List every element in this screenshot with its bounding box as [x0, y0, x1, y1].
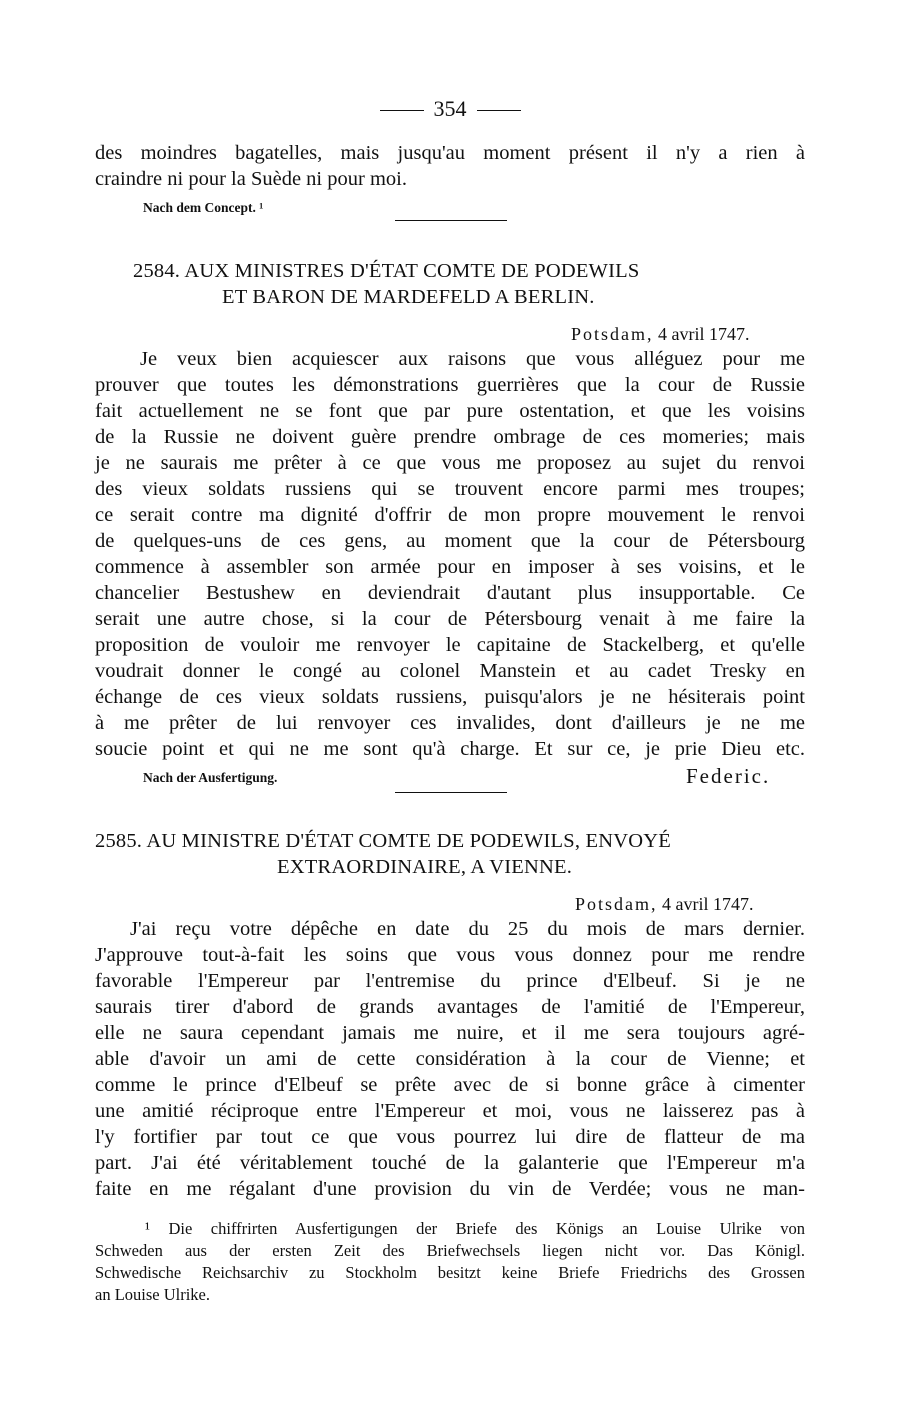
page-number: 354 — [433, 96, 467, 121]
footnote-line: Schwedische Reichsarchiv zu Stockholm besitzt keine Briefe Friedrichs des Grossen — [95, 1263, 805, 1282]
dateline: Potsdam, 4 avril 1747. — [571, 324, 750, 344]
body-line: des moindres bagatelles, mais jusqu'au moment présent il n'y a rien à — [95, 142, 805, 164]
body-line: part. J'ai été véritablement touché de la galanterie que l'Empereur m'a — [95, 1152, 805, 1174]
body-line: échange de ces vieux soldats russiens, puisqu'alors je ne hésiterais point — [95, 686, 805, 708]
body-line: Je veux bien acquiescer aux raisons que vous alléguez pour me — [140, 348, 805, 370]
page-number-header — [0, 96, 900, 122]
letter-heading: 2584. AUX MINISTRES D'ÉTAT COMTE DE PODEWILS — [133, 260, 640, 282]
body-line: craindre ni pour la Suède ni pour moi. — [95, 168, 407, 190]
source-note: Nach dem Concept. ¹ — [143, 200, 264, 215]
letter-heading: ET BARON DE MARDEFELD A BERLIN. — [222, 286, 595, 308]
body-line: elle ne saura cependant jamais me nuire, et il me sera toujours agré- — [95, 1022, 805, 1044]
body-line: saurais tirer d'abord de grands avantages de l'amitié de l'Empereur, — [95, 996, 805, 1018]
footnote-marker: ¹ — [259, 200, 264, 215]
body-line: ce serait contre ma dignité d'offrir de mon propre mouvement le renvoi — [95, 504, 805, 526]
body-line: proposition de vouloir me renvoyer le capitaine de Stackelberg, et qu'elle — [95, 634, 805, 656]
section-divider — [395, 792, 507, 793]
footnote-line: an Louise Ulrike. — [95, 1285, 211, 1304]
body-line: l'y fortifier par tout ce que vous pourrez lui dire de flatteur de ma — [95, 1126, 805, 1148]
body-line: serait une autre chose, si la cour de Pétersbourg venait à me faire la — [95, 608, 805, 630]
header-dash-right — [477, 110, 521, 111]
body-line: à me prêter de lui renvoyer ces invalides, dont d'ailleurs je ne me — [95, 712, 805, 734]
body-line: favorable l'Empereur par l'entremise du prince d'Elbeuf. Si je ne — [95, 970, 805, 992]
body-line: je ne saurais me prêter à ce que vous me proposez au sujet du renvoi — [95, 452, 805, 474]
dateline: Potsdam, 4 avril 1747. — [575, 894, 754, 914]
letter-heading: 2585. AU MINISTRE D'ÉTAT COMTE DE PODEWILS, ENVOYÉ — [95, 830, 671, 852]
body-line: commence à assembler son armée pour en imposer à ses voisins, et le — [95, 556, 805, 578]
signature: Federic. — [686, 764, 771, 788]
body-line: des vieux soldats russiens qui se trouvent encore parmi mes troupes; — [95, 478, 805, 500]
body-line: de quelques-uns de ces gens, au moment que la cour de Pétersbourg — [95, 530, 805, 552]
body-line: J'ai reçu votre dépêche en date du 25 du mois de mars dernier. — [130, 918, 805, 940]
body-line: chancelier Bestushew en deviendrait d'autant plus insupportable. Ce — [95, 582, 805, 604]
body-line: able d'avoir un ami de cette considération à la cour de Vienne; et — [95, 1048, 805, 1070]
letter-heading: EXTRAORDINAIRE, A VIENNE. — [277, 856, 573, 878]
body-line: comme le prince d'Elbeuf se prête avec de si bonne grâce à cimenter — [95, 1074, 805, 1096]
body-line: une amitié réciproque entre l'Empereur et moi, vous ne laisserez pas à — [95, 1100, 805, 1122]
body-line: voudrait donner le congé au colonel Manstein et au cadet Tresky en — [95, 660, 805, 682]
body-line: faite en me régalant d'une provision du vin de Verdée; vous ne man- — [95, 1178, 805, 1200]
header-dash-left — [380, 110, 424, 111]
body-line: soucie point et qui ne me sont qu'à charge. Et sur ce, je prie Dieu etc. — [95, 738, 805, 760]
body-line: J'approuve tout-à-fait les soins que vous vous donnez pour me rendre — [95, 944, 805, 966]
body-line: de la Russie ne doivent guère prendre ombrage de ces momeries; mais — [95, 426, 805, 448]
section-divider — [395, 220, 507, 221]
source-note: Nach der Ausfertigung. — [143, 770, 278, 785]
footnote-line: Schweden aus der ersten Zeit des Briefwechsels liegen nicht vor. Das Königl. — [95, 1241, 805, 1260]
footnote-line: ¹ Die chiffrirten Ausfertigungen der Briefe des Königs an Louise Ulrike von — [145, 1219, 805, 1238]
body-line: prouver que toutes les démonstrations guerrières que la cour de Russie — [95, 374, 805, 396]
body-line: fait actuellement ne se font que par pure ostentation, et que les voisins — [95, 400, 805, 422]
